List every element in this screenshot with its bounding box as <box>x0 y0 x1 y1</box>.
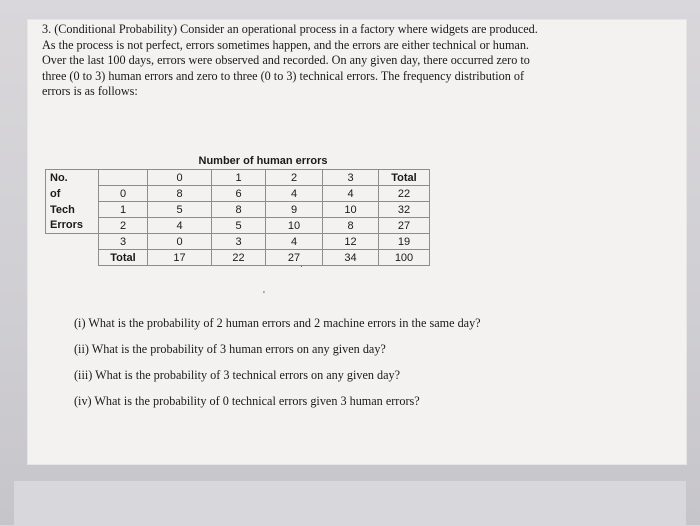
table-cell: 5 <box>212 218 266 234</box>
table-header-title-row <box>46 152 430 170</box>
table-cell: 8 <box>323 218 379 234</box>
problem-line: Over the last 100 days, errors were observed and recorded. On any given day, there occurred zero to <box>42 53 530 67</box>
table-cell: 3 <box>212 234 266 250</box>
row-label-line: of <box>46 186 99 202</box>
table-cell: 9 <box>266 202 323 218</box>
table-row <box>46 234 430 250</box>
table-cell: 6 <box>212 186 266 202</box>
column-total: 34 <box>323 250 379 266</box>
column-total: 17 <box>148 250 212 266</box>
table-cell: 0 <box>148 234 212 250</box>
column-total: 22 <box>212 250 266 266</box>
table-row <box>46 202 430 218</box>
table-row <box>46 218 430 234</box>
problem-line: errors is as follows: <box>42 84 138 98</box>
total-label: Total <box>99 250 148 266</box>
table-cell: 4 <box>266 186 323 202</box>
question-list <box>74 315 481 419</box>
row-total: 22 <box>379 186 430 202</box>
question-item: (i) What is the probability of 2 human errors and 2 machine errors in the same day? <box>74 316 481 330</box>
table-cell: 4 <box>266 234 323 250</box>
col-header: 0 <box>148 170 212 186</box>
col-header: 3 <box>323 170 379 186</box>
table-cell: 4 <box>323 186 379 202</box>
problem-line: As the process is not perfect, errors sometimes happen, and the errors are either technical or human. <box>42 37 529 52</box>
next-page-edge <box>14 480 686 526</box>
table-cell: 8 <box>212 202 266 218</box>
table-cell: 10 <box>323 202 379 218</box>
col-header: 1 <box>212 170 266 186</box>
stray-mark: . <box>300 259 303 270</box>
tech-error-count: 2 <box>99 218 148 234</box>
human-errors-header: Number of human errors <box>198 154 328 167</box>
table-cell: 12 <box>323 234 379 250</box>
total-row <box>46 250 430 266</box>
row-total: 32 <box>379 202 430 218</box>
problem-line: three (0 to 3) human errors and zero to three (0 to 3) technical errors. The frequency distribution of <box>42 68 525 83</box>
tech-error-count: 1 <box>99 202 148 218</box>
grand-total: 100 <box>379 250 430 266</box>
question-item: (ii) What is the probability of 3 human errors on any given day? <box>74 342 386 356</box>
row-label-line: Errors <box>46 218 99 234</box>
question-item: (iv) What is the probability of 0 technical errors given 3 human errors? <box>74 394 420 408</box>
table-header-row <box>46 170 430 186</box>
row-label-line: No. <box>46 170 99 186</box>
question-item: (iii) What is the probability of 3 technical errors on any given day? <box>74 368 401 382</box>
table-cell: 5 <box>148 202 212 218</box>
table-cell: 10 <box>266 218 323 234</box>
problem-statement <box>42 22 618 100</box>
problem-line: 3. (Conditional Probability) Consider an operational process in a factory where widgets are produced. <box>42 22 538 36</box>
column-total: 27 <box>266 250 323 266</box>
col-header-total: Total <box>379 170 430 186</box>
stray-mark: ' <box>263 290 265 301</box>
table-row <box>46 186 430 202</box>
table-cell: 4 <box>148 218 212 234</box>
row-total: 19 <box>379 234 430 250</box>
tech-error-count: 3 <box>99 234 148 250</box>
row-label-line: Tech <box>46 202 99 218</box>
col-header: 2 <box>266 170 323 186</box>
tech-error-count: 0 <box>99 186 148 202</box>
row-total: 27 <box>379 218 430 234</box>
frequency-table <box>45 152 430 266</box>
table-cell: 8 <box>148 186 212 202</box>
